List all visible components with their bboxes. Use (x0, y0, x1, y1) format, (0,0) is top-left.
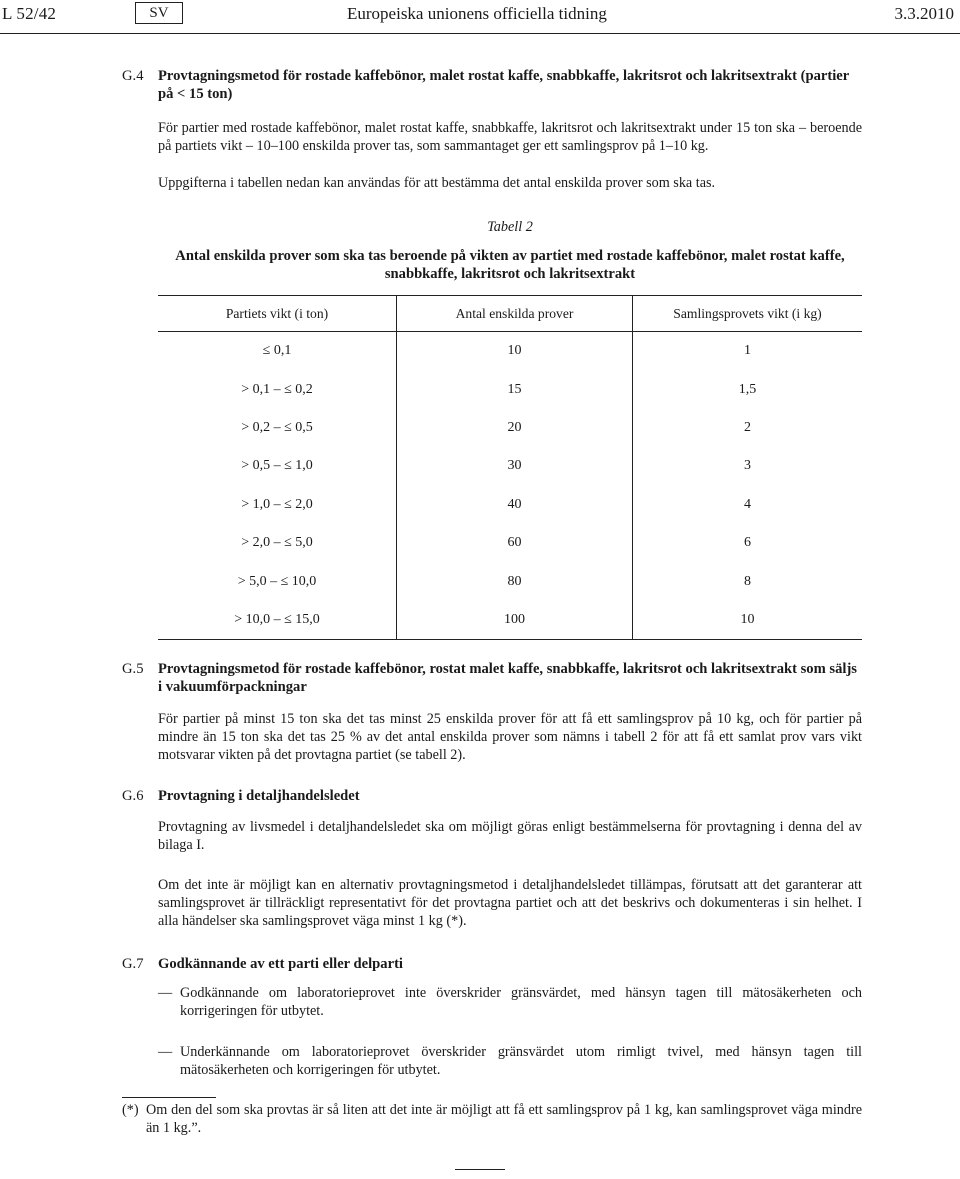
table-cell: > 10,0 – ≤ 15,0 (158, 601, 397, 640)
dash-bullet: — (158, 985, 173, 1001)
section-title-g5: Provtagningsmetod för rostade kaffebönor, rostat malet kaffe, snabbkaffe, lakritsrot och lakritsextrakt som säljs i vakuumförpackningar (158, 661, 857, 695)
table-cell: 2 (633, 409, 863, 447)
publication-date: 3.3.2010 (894, 4, 954, 23)
table-cell: 3 (633, 447, 863, 485)
table-cell: 15 (397, 370, 633, 408)
table-cell: 8 (633, 562, 863, 600)
g4-paragraph-1: För partier med rostade kaffebönor, malet rostat kaffe, snabbkaffe, lakritsrot och lakritsextrakt under 15 ton ska – beroende på partiets vikt – 10–100 enskilda prover tas, som sammantaget ger ett samlingsprov på 1–10 kg. (158, 120, 862, 154)
column-header: Samlingsprovets vikt (i kg) (633, 296, 863, 332)
table-row (158, 370, 862, 408)
footnote-text: Om den del som ska provtas är så liten att det inte är möjligt att få ett samlingsprov på 1 kg, kan samlingsprovet väga mindre än 1 kg.”. (146, 1102, 862, 1136)
table-cell: 1 (633, 332, 863, 371)
g5-paragraph: För partier på minst 15 ton ska det tas minst 25 enskilda prover för att få ett samlingsprov på 10 kg, och för partier på mindre än 15 ton ska det tas 25 % av det antal enskilda prover som nämns i tabell 2 för att få ett samlat prov vars vikt motsvarar vikten på det provtagna partiet (se tabell 2). (158, 711, 862, 763)
table-cell: 6 (633, 524, 863, 562)
g4-paragraph-2: Uppgifterna i tabellen nedan kan användas för att bestämma det antal enskilda prover som ska tas. (158, 175, 716, 191)
table-cell: 1,5 (633, 370, 863, 408)
section-number-g7: G.7 (122, 956, 144, 972)
footnote-mark: (*) (122, 1102, 139, 1118)
table-cell: > 0,2 – ≤ 0,5 (241, 419, 313, 435)
table-cell: 80 (397, 562, 633, 600)
table-header-row (158, 296, 862, 332)
table-title: Antal enskilda prover som ska tas beroende på vikten av partiet med rostade kaffebönor, malet rostat kaffe, snabbkaffe, lakritsrot och lakritsextrakt (175, 248, 845, 282)
table-cell: > 1,0 – ≤ 2,0 (241, 496, 313, 512)
table-cell: 30 (397, 447, 633, 485)
dash-bullet: — (158, 1044, 173, 1060)
table-cell: 60 (397, 524, 633, 562)
table-row (158, 409, 862, 447)
section-number-g5: G.5 (122, 661, 144, 677)
table-row (158, 562, 862, 600)
table-cell: > 2,0 – ≤ 5,0 (241, 535, 313, 551)
section-title-g7: Godkännande av ett parti eller delparti (158, 956, 403, 972)
header-divider (0, 33, 960, 34)
column-header: Partiets vikt (i ton) (158, 296, 397, 332)
table-row (158, 447, 862, 485)
table-caption: Tabell 2 (487, 219, 533, 235)
table-cell: ≤ 0,1 (262, 343, 292, 359)
table-cell: 10 (397, 332, 633, 371)
section-number-g6: G.6 (122, 788, 144, 804)
table-cell: 4 (633, 486, 863, 524)
table-row (158, 601, 862, 640)
table-row (158, 332, 862, 371)
page-header (0, 2, 960, 26)
table-row (158, 524, 862, 562)
table-cell: 100 (397, 601, 633, 640)
table-cell: > 0,1 – ≤ 0,2 (241, 381, 313, 397)
sample-table (158, 295, 862, 640)
g6-paragraph-1: Provtagning av livsmedel i detaljhandelsledet ska om möjligt göras enligt bestämmelserna för provtagning i denna del av bilaga I. (158, 819, 862, 853)
list-item-text: Underkännande om laboratorieprovet överskrider gränsvärdet utom rimligt tvivel, med hänsyn tagen till mätosäkerheten och korrigeringen för utbytet. (180, 1044, 862, 1078)
list-item (158, 984, 862, 1020)
page-number: L 52/42 (2, 4, 57, 23)
footnote-divider (122, 1097, 216, 1098)
table-cell: 20 (397, 409, 633, 447)
journal-title: Europeiska unionens officiella tidning (347, 4, 607, 23)
list-item (158, 1043, 862, 1079)
section-number-g4: G.4 (122, 68, 144, 84)
table-cell: > 5,0 – ≤ 10,0 (237, 573, 317, 589)
section-title-g4: Provtagningsmetod för rostade kaffebönor, malet rostat kaffe, snabbkaffe, lakritsrot och lakritsextrakt (partier på < 15 ton) (158, 68, 849, 102)
table-cell: > 0,5 – ≤ 1,0 (241, 458, 313, 474)
table-row (158, 486, 862, 524)
section-title-g6: Provtagning i detaljhandelsledet (158, 788, 360, 804)
list-item-text: Godkännande om laboratorieprovet inte överskrider gränsvärdet, med hänsyn tagen till mätosäkerheten och korrigeringen för utbytet. (180, 985, 862, 1019)
table-cell: 10 (633, 601, 863, 640)
language-badge: SV (135, 2, 183, 24)
column-header: Antal enskilda prover (397, 296, 633, 332)
footnote (122, 1101, 862, 1137)
table-cell: 40 (397, 486, 633, 524)
end-divider (455, 1169, 505, 1170)
g6-paragraph-2: Om det inte är möjligt kan en alternativ provtagningsmetod i detaljhandelsledet tillämpas, förutsatt att det garanterar att samlingsprovet är tillräckligt representativt för det provtagna partiet och att det beskrivs och dokumenteras i sin helhet. I alla händelser ska samlingsprovet väga minst 1 kg (*). (158, 877, 862, 929)
